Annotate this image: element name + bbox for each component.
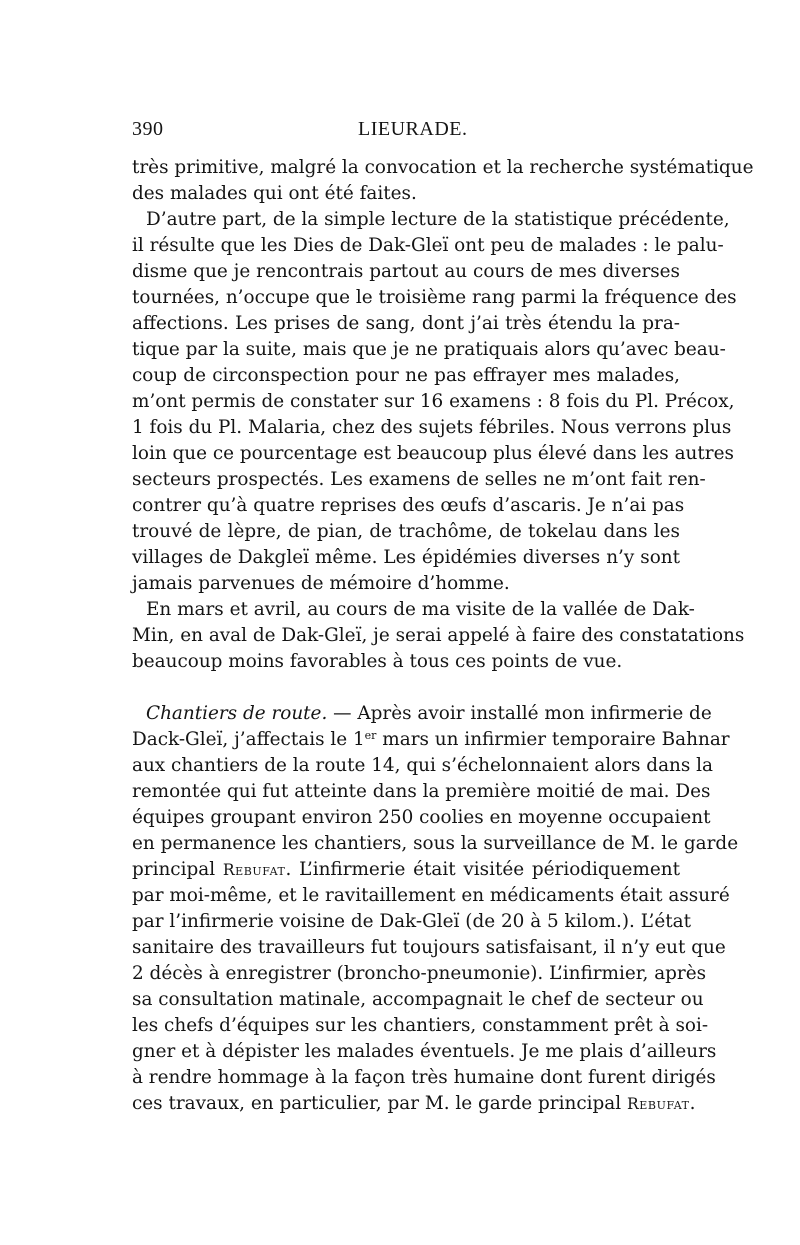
- text-line: par moi-même, et le ravitaillement en médicaments était assuré: [132, 885, 730, 906]
- text-line: villages de Dakgleï même. Les épidémies diverses n’y sont: [132, 547, 680, 568]
- text-line: équipes groupant environ 250 coolies en moyenne occupaient: [132, 807, 711, 828]
- text-line: remontée qui fut atteinte dans la première moitié de mai. Des: [132, 781, 711, 802]
- text-line: contrer qu’à quatre reprises des œufs d’ascaris. Je n’ai pas: [132, 495, 685, 516]
- text-line: m’ont permis de constater sur 16 examens : 8 fois du Pl. Précox,: [132, 391, 735, 412]
- text-line: aux chantiers de la route 14, qui s’échelonnaient alors dans la: [132, 755, 714, 776]
- text-line: il résulte que les Dies de Dak-Gleï ont peu de malades : le palu-: [132, 235, 724, 256]
- text-run: mars un infirmier temporaire Bahnar: [376, 729, 730, 750]
- text-run: .: [689, 1093, 696, 1114]
- section-spacer: [132, 675, 680, 701]
- text-line: [132, 1091, 696, 1117]
- person-name: Rebufat: [222, 861, 286, 879]
- section-chantiers-de-route: [132, 701, 739, 1117]
- text-line: sa consultation matinale, accompagnait le chef de secteur ou: [132, 989, 704, 1010]
- page-header: [132, 118, 680, 148]
- text-line: D’autre part, de la simple lecture de la statistique précédente,: [146, 209, 730, 230]
- text-line: disme que je rencontrais partout au cours de mes diverses: [132, 261, 680, 282]
- section-heading: Chantiers de route.: [146, 703, 328, 724]
- text-line: beaucoup moins favorables à tous ces points de vue.: [132, 651, 623, 672]
- page-number: 390: [132, 118, 164, 140]
- text-run: Dack-Gleï, j’affectais le 1: [132, 729, 365, 750]
- paragraph-statistics: [132, 207, 737, 597]
- body-text: [132, 155, 754, 1117]
- text-run: . L’infirmerie était visitée périodiquement: [285, 859, 680, 880]
- text-line: les chefs d’équipes sur les chantiers, constamment prêt à soi-: [132, 1015, 709, 1036]
- text-run: — Après avoir installé mon infirmerie de: [327, 703, 712, 724]
- text-line: 1 fois du Pl. Malaria, chez des sujets fébriles. Nous verrons plus: [132, 417, 732, 438]
- text-line: [132, 857, 680, 883]
- text-line: secteurs prospectés. Les examens de selles ne m’ont fait ren-: [132, 469, 706, 490]
- paragraph-dak-min: [132, 597, 745, 675]
- text-line: [132, 701, 712, 727]
- text-run: principal: [132, 859, 223, 880]
- text-line: coup de circonspection pour ne pas effrayer mes malades,: [132, 365, 680, 386]
- text-line: trouvé de lèpre, de pian, de trachôme, de tokelau dans les: [132, 521, 680, 542]
- text-line: tournées, n’occupe que le troisième rang parmi la fréquence des: [132, 287, 737, 308]
- text-line: jamais parvenues de mémoire d’homme.: [132, 573, 510, 594]
- text-line: tique par la suite, mais que je ne pratiquais alors qu’avec beau-: [132, 339, 726, 360]
- person-name: Rebufat: [626, 1095, 690, 1113]
- text-line: Min, en aval de Dak-Gleï, je serai appelé à faire des constatations: [132, 625, 745, 646]
- text-line: En mars et avril, au cours de ma visite de la vallée de Dak-: [146, 599, 695, 620]
- running-head: LIEURADE.: [358, 118, 468, 140]
- text-line: sanitaire des travailleurs fut toujours satisfaisant, il n’y eut que: [132, 937, 726, 958]
- text-line: en permanence les chantiers, sous la surveillance de M. le garde: [132, 833, 739, 854]
- paragraph-continuation: [132, 155, 754, 207]
- text-line: 2 décès à enregistrer (broncho-pneumonie). L’infirmier, après: [132, 963, 707, 984]
- text-line: par l’infirmerie voisine de Dak-Gleï (de 20 à 5 kilom.). L’état: [132, 911, 691, 932]
- text-line: très primitive, malgré la convocation et la recherche systématique: [132, 157, 754, 178]
- text-line: à rendre hommage à la façon très humaine dont furent dirigés: [132, 1067, 716, 1088]
- superscript: er: [364, 729, 377, 742]
- text-line: [132, 727, 730, 753]
- text-line: loin que ce pourcentage est beaucoup plus élevé dans les autres: [132, 443, 734, 464]
- text-line: affections. Les prises de sang, dont j’ai très étendu la pra-: [132, 313, 680, 334]
- text-run: ces travaux, en particulier, par M. le garde principal: [132, 1093, 627, 1114]
- text-line: gner et à dépister les malades éventuels. Je me plais d’ailleurs: [132, 1041, 717, 1062]
- text-line: des malades qui ont été faites.: [132, 183, 417, 204]
